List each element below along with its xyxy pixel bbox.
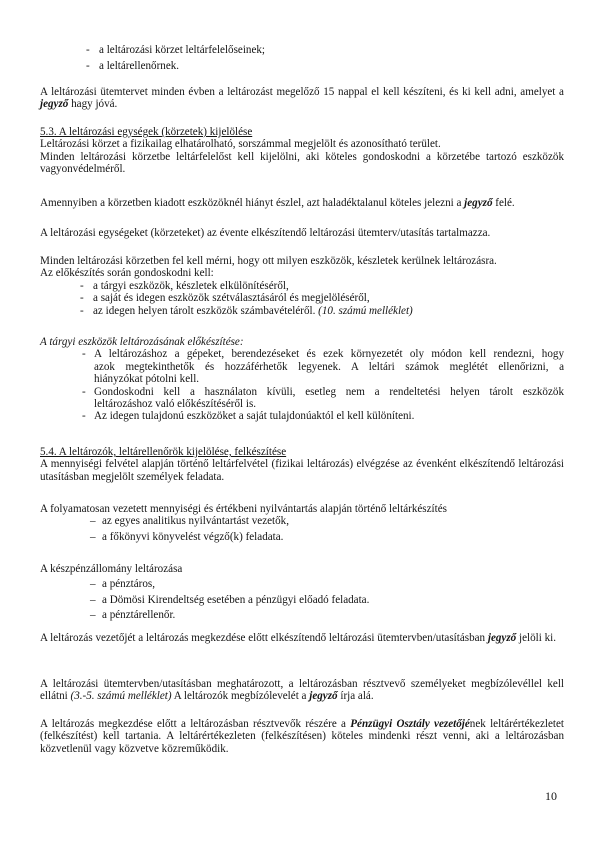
list-item: - Gondoskodni kell a használaton kívüli, esetleg nem a rendeltetési helyen tárolt eszközök leltározáshoz való előkészítéséről is.	[82, 385, 564, 411]
section-heading: 5.4. A leltározók, leltárellenőrök kijelölése, felkészítése	[40, 446, 287, 458]
section-heading: 5.3. A leltározási egységek (körzetek) kijelölése	[40, 126, 253, 138]
list-item: - az idegen helyen tárolt eszközök számbavételéről. (10. számú melléklet)	[80, 304, 413, 317]
paragraph-utemterv: A leltározási ütemtervet minden évben a leltározást megelőző 15 nappal el kell készíteni, és ki kell adni, amelyet a jegyző hagy jóvá.	[40, 86, 564, 111]
paragraph-megbizo: A leltározási ütemtervben/utasításban meghatározott, a leltározásban résztvevő személyeket megbízólevéllel kell ellátni (3.-5. számú melléklet) A leltározók megbízólevelét a jegyző írja alá.	[40, 678, 564, 703]
section-5-3: 5.3. A leltározási egységek (körzetek) kijelölése Leltározási körzet a fizikailag elhatárolható, sorszámmal megjelölt és azonosítható terület. Minden leltározási körzetbe leltárfelelőst kell kijelölni, aki köteles gondoskodni a körzetébe tartozó eszközök vagyonvédelméről.	[40, 126, 564, 176]
paragraph-egysegek: A leltározási egységeket (körzeteket) az évente elkészítendő leltározási ütemterv/utasítás tartalmazza.	[40, 227, 491, 239]
list-item: – a Dömösi Kirendeltség esetében a pénzügyi előadó feladata.	[90, 593, 370, 606]
section-5-4: 5.4. A leltározók, leltárellenőrök kijelölése, felkészítése A mennyiségi felvétel alapján történő leltárfelvétel (fizikai leltározás) elvégzése az évenként elkészítendő leltározási utasításban megjelölt személyek feladata.	[40, 446, 564, 483]
list-item: - Az idegen tulajdonú eszközöket a saját tulajdonúaktól el kell különíteni.	[82, 410, 415, 423]
paragraph-penzugyi: A leltározás megkezdése előtt a leltározásban résztvevők részére a Pénzügyi Osztály vezetőjének leltárértékezletet (felkészítést) kell tartania. A leltárértékezleten (felkészítésen) köteles mindenki részt venni, aki a leltározásban közvetlenül vagy közvetve közreműködik.	[40, 718, 564, 755]
list-item: - A leltározáshoz a gépeket, berendezéseket és ezek környezetét oly módon kell rendezni, hogy azok megtekinthetők és hozzáférhetők legyenek. A leltári számok meglétét ellenőrizni, a hiányzókat pótolni kell.	[82, 348, 564, 386]
list-item: – az egyes analitikus nyilvántartást vezetők,	[90, 515, 289, 528]
list-item: - a leltárellenőrnek.	[86, 60, 180, 73]
list-item: - a tárgyi eszközök, készletek elkülönítéséről,	[80, 279, 289, 292]
section-elokeszites	[40, 336, 564, 423]
paragraph-folyamatos: A folyamatosan vezetett mennyiségi és értékbeni nyilvántartás alapján történő leltárkészítés – az egyes analitikus nyilvántartást vezetők, – a főkönyvi könyvelést végző(k) feladata.	[40, 503, 564, 543]
page-number: 10	[545, 789, 557, 803]
list-item: - a saját és idegen eszközök szétválasztásáról és megjelöléséről,	[80, 292, 370, 305]
list-item: – a főkönyvi könyvelést végző(k) feladata.	[90, 530, 284, 543]
list-item: - a leltározási körzet leltárfelelőseinek;	[86, 44, 266, 56]
paragraph-hiany: Amennyiben a körzetben kiadott eszközöknél hiányt észlel, azt haladéktalanul köteles jelezni a jegyző felé.	[40, 197, 515, 209]
paragraph-meres: Minden leltározási körzetben fel kell mérni, hogy ott milyen eszközök, készletek kerülnek leltározásra. Az előkészítés során gondoskodni kell: - a tárgyi eszközök, készletek elkülönítéséről, - a saját és idegen eszközök szétválasztásáról és megjelöléséről, - az idegen helyen tárolt eszközök számbavételéről. (10. számú melléklet)	[40, 255, 564, 317]
paragraph-vezeto: A leltározás vezetőjét a leltározás megkezdése előtt elkészítendő leltározási ütemtervben/utasításban jegyző jelöli ki.	[40, 632, 556, 644]
paragraph-keszpenz: A készpénzállomány leltározása – a pénztáros, – a Dömösi Kirendeltség esetében a pénzügyi előadó feladata. – a pénztárellenőr.	[40, 563, 564, 622]
subsection-heading: A tárgyi eszközök leltározásának előkészítése:	[40, 336, 244, 348]
list-item: – a pénztárellenőr.	[90, 609, 176, 622]
intro-list	[86, 44, 546, 73]
list-item: – a pénztáros,	[90, 578, 155, 591]
